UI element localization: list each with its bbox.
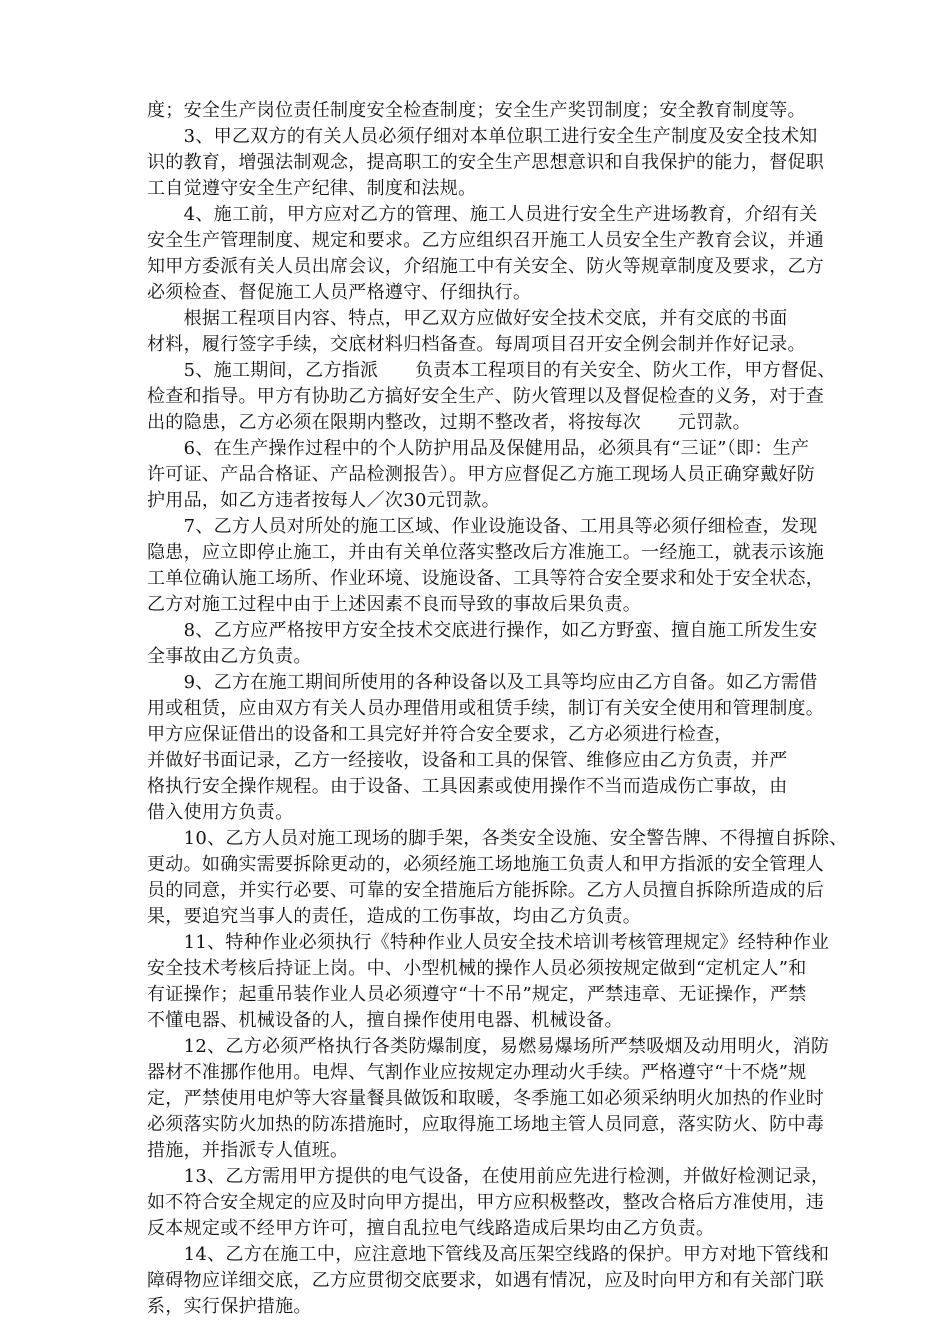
text-line: 7、乙方人员对所处的施工区域、作业设施设备、工用具等必须仔细检查，发现 (147, 516, 818, 537)
text-line: 3、甲乙双方的有关人员必须仔细对本单位职工进行安全生产制度及安全技术知 (147, 126, 818, 147)
text-line: 12、乙方必须严格执行各类防爆制度，易燃易爆场所严禁吸烟及动用明火，消防 (147, 1036, 830, 1057)
text-line: 并做好书面记录，乙方一经接收，设备和工具的保管、维修应由乙方负责，并严 (147, 750, 788, 771)
text-line: 器材不准挪作他用。电焊、气割作业应按规定办理动火手续。严格遵守“十不烧”规 (147, 1062, 807, 1083)
text-line: 6、在生产操作过程中的个人防护用品及保健用品，必须具有“三证”（即：生产 (147, 438, 810, 459)
text-line: 度；安全生产岗位责任制度安全检查制度；安全生产奖罚制度；安全教育制度等。 (147, 100, 806, 121)
text-line: 员的同意，并实行必要、可靠的安全措施后方能拆除。乙方人员擅自拆除所造成的后 (147, 880, 825, 901)
text-line: 工自觉遵守安全生产纪律、制度和法规。 (147, 178, 477, 199)
text-line: 9、乙方在施工期间所使用的各种设备以及工具等均应由乙方自备。如乙方需借 (147, 672, 818, 693)
text-line: 11、特种作业必须执行《特种作业人员安全技术培训考核管理规定》经特种作业 (147, 932, 830, 953)
text-line: 13、乙方需用甲方提供的电气设备，在使用前应先进行检测，并做好检测记录， (147, 1166, 830, 1187)
text-line: 出的隐患，乙方必须在限期内整改，过期不整改者，将按每次 元罚款。 (147, 412, 751, 433)
text-line: 材料，履行签字手续，交底材料归档备查。每周项目召开安全例会制并作好记录。 (147, 334, 806, 355)
text-line: 有证操作；起重吊装作业人员必须遵守“十不吊”规定，严禁违章、无证操作，严禁 (147, 984, 807, 1005)
text-line: 更动。如确实需要拆除更动的，必须经施工场地施工负责人和甲方指派的安全管理人 (147, 854, 825, 875)
text-line: 根据工程项目内容、特点，甲乙双方应做好安全技术交底，并有交底的书面 (147, 308, 788, 329)
text-line: 隐患，应立即停止施工，并由有关单位落实整改后方准施工。一经施工，就表示该施 (147, 542, 825, 563)
text-line: 用或租赁，应由双方有关人员办理借用或租赁手续，制订有关安全使用和管理制度。 (147, 698, 825, 719)
text-line: 果，要追究当事人的责任，造成的工伤事故，均由乙方负责。 (147, 906, 642, 927)
text-line: 10、乙方人员对施工现场的脚手架，各类安全设施、安全警告牌、不得擅自拆除、 (147, 828, 848, 849)
text-line: 格执行安全操作规程。由于设备、工具因素或使用操作不当而造成伤亡事故，由 (147, 776, 788, 797)
text-line: 检查和指导。甲方有协助乙方搞好安全生产、防火管理以及督促检查的义务，对于查 (147, 386, 825, 407)
text-line: 4、施工前，甲方应对乙方的管理、施工人员进行安全生产进场教育，介绍有关 (147, 204, 818, 225)
text-line: 不懂电器、机械设备的人，擅自操作使用电器、机械设备。 (147, 1010, 623, 1031)
text-line: 安全技术考核后持证上岗。中、小型机械的操作人员必须按规定做到“定机定人”和 (147, 958, 807, 979)
text-line: 必须检查、督促施工人员严格遵守、仔细执行。 (147, 282, 532, 303)
text-line: 工单位确认施工场所、作业环境、设施设备、工具等符合安全要求和处于安全状态， (147, 568, 825, 589)
text-line: 全事故由乙方负责。 (147, 646, 312, 667)
text-line: 如不符合安全规定的应及时向甲方提出，甲方应积极整改，整改合格后方准使用，违 (147, 1192, 825, 1213)
text-line: 安全生产管理制度、规定和要求。乙方应组织召开施工人员安全生产教育会议，并通 (147, 230, 825, 251)
text-line: 护用品，如乙方违者按每人／次30元罚款。 (147, 490, 500, 511)
text-line: 定，严禁使用电炉等大容量餐具做饭和取暖，冬季施工如必须采纳明火加热的作业时 (147, 1088, 825, 1109)
text-line: 系，实行保护措施。 (147, 1296, 312, 1317)
text-line: 措施，并指派专人值班。 (147, 1140, 349, 1161)
text-line: 乙方对施工过程中由于上述因素不良而导致的事故后果负责。 (147, 594, 642, 615)
text-line: 5、施工期间，乙方指派 负责本工程项目的有关安全、防火工作，甲方督促、 (147, 360, 836, 381)
text-line: 甲方应保证借出的设备和工具完好并符合安全要求，乙方必须进行检查， (147, 724, 733, 745)
text-line: 8、乙方应严格按甲方安全技术交底进行操作，如乙方野蛮、擅自施工所发生安 (147, 620, 818, 641)
text-line: 14、乙方在施工中，应注意地下管线及高压架空线路的保护。甲方对地下管线和 (147, 1244, 830, 1265)
text-line: 反本规定或不经甲方许可，擅自乱拉电气线路造成后果均由乙方负责。 (147, 1218, 715, 1239)
text-line: 知甲方委派有关人员出席会议，介绍施工中有关安全、防火等规章制度及要求，乙方 (147, 256, 825, 277)
text-line: 障碍物应详细交底，乙方应贯彻交底要求，如遇有情况，应及时向甲方和有关部门联 (147, 1270, 825, 1291)
text-line: 借入使用方负责。 (147, 802, 294, 823)
text-line: 许可证、产品合格证、产品检测报告）。甲方应督促乙方施工现场人员正确穿戴好防 (147, 464, 816, 485)
text-line: 识的教育，增强法制观念，提高职工的安全生产思想意识和自我保护的能力，督促职 (147, 152, 825, 173)
text-line: 必须落实防火加热的防冻措施时，应取得施工场地主管人员同意，落实防火、防中毒 (147, 1114, 825, 1135)
